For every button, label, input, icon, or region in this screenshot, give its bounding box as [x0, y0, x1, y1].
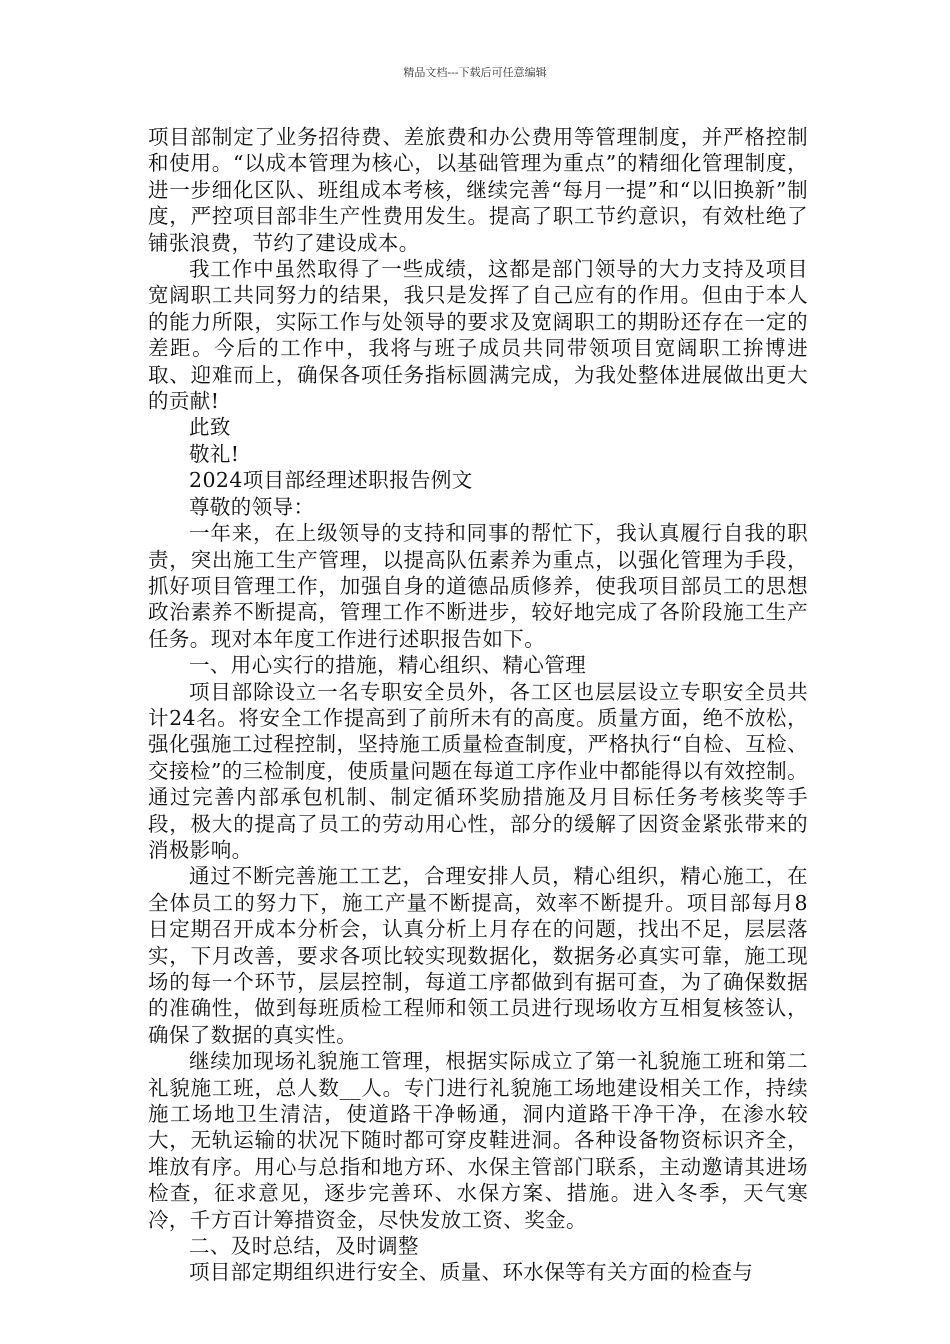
closing-regards: 敬礼! [189, 441, 240, 466]
paragraph: 继续加现场礼貌施工管理，根据实际成立了第一礼貌施工班和第二礼貌施工班，总人数__人。专门进行礼貌施工场地建设相关工作，持续施工场地卫生清洁，使道路干净畅通，洞内道路干净干净，在渗水较大，无轨运输的状况下随时都可穿皮鞋进洞。各种设备物资标识齐全，堆放有序。用心与总指和地方环、水保主管部门联系，主动邀请其进场检查，征求意见，逐步完善环、水保方案、措施。进入冬季，天气寒冷，千方百计筹措资金，尽快发放工资、奖金。 [148, 1049, 808, 1232]
greeting: 尊敬的领导： [189, 494, 315, 519]
paragraph: 项目部制定了业务招待费、差旅费和办公费用等管理制度，并严格控制和使用。“以成本管理为核心，以基础管理为重点”的精细化管理制度，进一步细化区队、班组成本考核，继续完善“每月一提”和“以旧换新”制度，严控项目部非生产性费用发生。提高了职工节约意识，有效杜绝了铺张浪费，节约了建设成本。 [148, 125, 808, 255]
document-body [148, 124, 808, 1286]
paragraph: 一年来，在上级领导的支持和同事的帮忙下，我认真履行自我的职责，突出施工生产管理，以提高队伍素养为重点，以强化管理为手段，抓好项目管理工作，加强自身的道德品质修养，使我项目部员工的思想政治素养不断提高，管理工作不断进步，较好地完成了各阶段施工生产任务。现对本年度工作进行述职报告如下。 [148, 521, 808, 651]
paragraph: 项目部除设立一名专职安全员外，各工区也层层设立专职安全员共计24名。将安全工作提高到了前所未有的高度。质量方面，绝不放松，强化强施工过程控制，坚持施工质量检查制度，严格执行“自检、互检、交接检”的三检制度，使质量问题在每道工序作业中都能得以有效控制。通过完善内部承包机制、制定循环奖励措施及月目标任务考核奖等手段，极大的提高了员工的劳动用心性，部分的缓解了因资金紧张带来的消极影响。 [148, 679, 808, 862]
paragraph: 通过不断完善施工工艺，合理安排人员，精心组织，精心施工，在全体员工的努力下，施工产量不断提高，效率不断提升。项目部每月8日定期召开成本分析会，认真分析上月存在的问题，找出不足，层层落实，下月改善，要求各项比较实现数据化，数据务必真实可靠，施工现场的每一个环节，层层控制，每道工序都做到有据可查，为了确保数据的准确性，做到每班质检工程师和领工员进行现场收方互相复核签认，确保了数据的真实性。 [148, 864, 808, 1047]
paragraph: 我工作中虽然取得了一些成绩，这都是部门领导的大力支持及项目宽阔职工共同努力的结果，我只是发挥了自己应有的作用。但由于本人的能力所限，实际工作与处领导的要求及宽阔职工的期盼还存在一定的差距。今后的工作中，我将与班子成员共同带领项目宽阔职工拚博进取、迎难而上，确保各项任务指标圆满完成，为我处整体进展做出更大的贡献! [148, 257, 808, 414]
paragraph: 项目部定期组织进行安全、质量、环水保等有关方面的检查与 [189, 1260, 754, 1285]
subheading: 二、及时总结，及时调整 [189, 1234, 419, 1259]
section-title: 2024项目部经理述职报告例文 [189, 468, 473, 493]
closing-salutation: 此致 [189, 415, 231, 440]
subheading: 一、用心实行的措施，精心组织、精心管理 [189, 653, 587, 678]
page-header: 精品文档---下载后可任意编辑 [403, 66, 547, 79]
